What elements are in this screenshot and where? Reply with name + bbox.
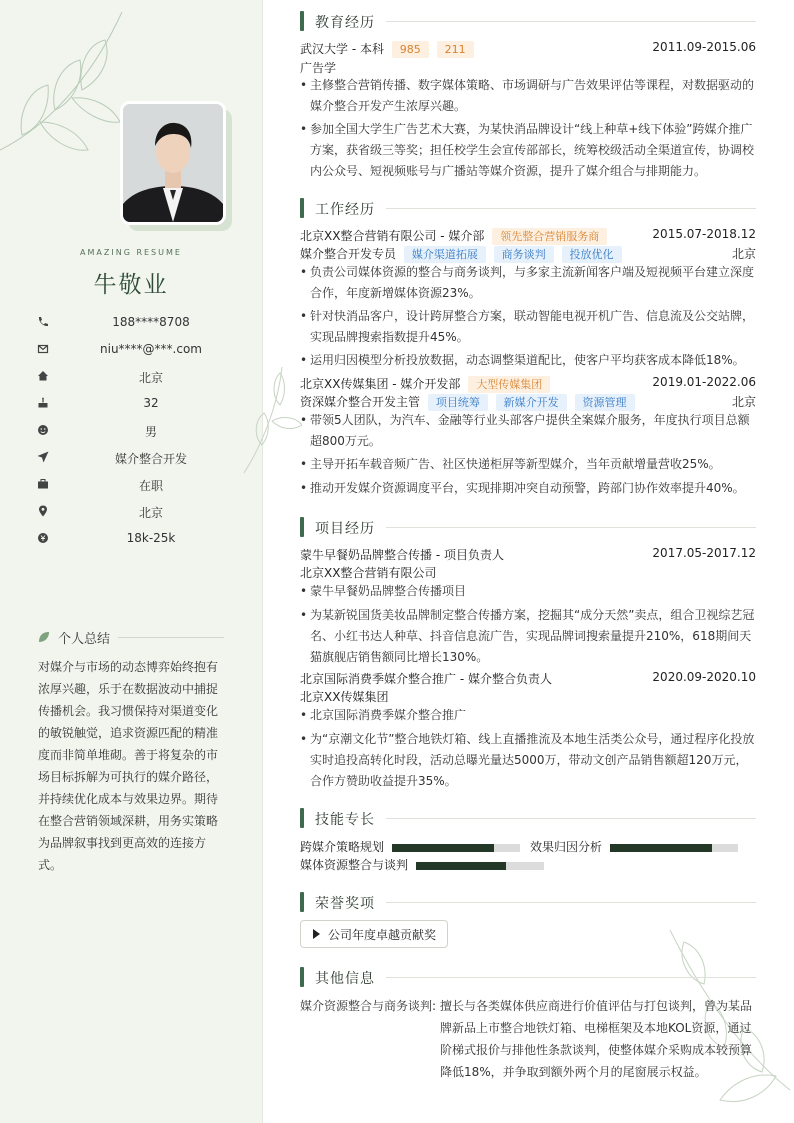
leaf-decoration-icon [242, 365, 302, 475]
job-date: 2015.07-2018.12 [652, 227, 756, 241]
project-header [300, 670, 756, 688]
skill-tag: 资源管理 [575, 394, 635, 411]
section-title: 项目经历 [315, 521, 375, 537]
company-tag: 大型传媒集团 [468, 376, 550, 393]
cake-icon [36, 396, 50, 410]
job-target-value: 媒介整合开发 [114, 452, 187, 466]
position: 资深媒介整合开发主管 [300, 395, 421, 409]
bullet-text: 负责公司媒体资源的整合与商务谈判，与多家主流新闻客户端及短视频平台建立深度合作，年度新增媒体资源23%。 [310, 265, 755, 300]
gender-value: 男 [144, 425, 157, 439]
status-value: 在职 [138, 479, 163, 493]
bullet-text: 针对快消品客户，设计跨屏整合方案，联动智能电视开机广告、信息流及公交站牌，实现品牌搜索指数提升45%。 [310, 309, 755, 344]
skill-name: 效果归因分析 [530, 840, 603, 854]
section-marker [300, 11, 304, 31]
skill-tag: 商务谈判 [494, 246, 554, 263]
project-org: 北京XX整合营销有限公司 [300, 566, 437, 580]
salary-icon [36, 531, 50, 545]
company-tag: 领先整合营销服务商 [492, 228, 607, 245]
section-other [300, 967, 756, 987]
bullet-text: 北京国际消费季媒介整合推广 [310, 708, 467, 722]
info-home [36, 367, 236, 387]
bullet-text: 参加全国大学生广告艺术大赛，为某快消品牌设计“线上种草+线下体验”跨媒介推广方案，获省级三等奖；担任校学生会宣传部部长，统筹校级活动全渠道宣传，协调校内公众号、短视频账号与广播站等媒介资源，提升了媒介组合与排期能力。 [310, 122, 755, 178]
bullet-text: 带领5人团队，为汽车、金融等行业头部客户提供全案媒介服务，年度执行项目总额超800万元。 [310, 413, 750, 448]
bullet-text: 蒙牛早餐奶品牌整合传播项目 [310, 584, 467, 598]
summary-divider [118, 637, 224, 638]
education-date: 2011.09-2015.06 [652, 40, 756, 54]
skill-name: 跨媒介策略规划 [300, 840, 385, 854]
skill-tag: 新媒介开发 [496, 394, 567, 411]
skill-bar [416, 862, 544, 870]
info-status [36, 475, 236, 495]
award-badge [300, 920, 448, 948]
section-marker [300, 967, 304, 987]
bullet-text: 为某新锐国货美妆品牌制定整合传播方案，挖掘其“成分天然”卖点，组合卫视综艺冠名、小红书达人种草、抖音信息流广告，实现品牌词搜索量提升210%，618期间天猫旗舰店销售额同比增长130%。 [310, 608, 755, 664]
play-triangle-icon [313, 929, 320, 939]
skill-tag: 投放优化 [562, 246, 622, 263]
section-divider [386, 527, 756, 528]
list-item: • 北京国际消费季媒介整合推广 [300, 705, 756, 726]
section-title: 荣誉奖项 [315, 896, 375, 912]
skill-level [416, 862, 506, 870]
info-email [36, 340, 236, 360]
list-item: • 主修整合营销传播、数字媒体策略、市场调研与广告效果评估等课程，对数据驱动的媒介整合开发产生浓厚兴趣。 [300, 75, 756, 117]
project-org: 北京XX传媒集团 [300, 690, 389, 704]
section-projects [300, 517, 756, 537]
list-item: • 针对快消品客户，设计跨屏整合方案，联动智能电视开机广告、信息流及公交站牌，实现品牌搜索指数提升45%。 [300, 306, 756, 348]
avatar-frame [120, 101, 224, 223]
skill-bar [392, 844, 520, 852]
location-pin-icon [36, 504, 50, 518]
other-value: 擅长与各类媒体供应商进行价值评估与打包谈判，曾为某品牌新品上市整合地铁灯箱、电梯框架及本地KOL资源，通过阶梯式报价与排他性条款谈判，使整体媒介采购成本较预算降低18%，并争取到额外两个月的尾窗展示权益。 [440, 999, 753, 1079]
project-org-row [300, 688, 756, 706]
job-header [300, 227, 756, 245]
section-divider [386, 21, 756, 22]
info-salary [36, 529, 236, 549]
home-icon [36, 369, 50, 383]
sidebar [0, 0, 263, 1123]
list-item: • 运用归因模型分析投放数据，动态调整渠道配比，使客户平均获客成本降低18%。 [300, 350, 756, 371]
job-header [300, 375, 756, 393]
bullet-text: 主导开拓车载音频广告、社区快递柜屏等新型媒介，当年贡献增量营收25%。 [310, 457, 721, 471]
section-divider [386, 818, 756, 819]
section-title: 教育经历 [315, 15, 375, 31]
portrait-image [123, 104, 223, 222]
project-org-row [300, 564, 756, 582]
section-title: 技能专长 [315, 812, 375, 828]
skill-tag: 媒介渠道拓展 [404, 246, 486, 263]
phone-value: 188****8708 [112, 315, 190, 329]
school-tag: 985 [392, 41, 429, 58]
person-name: 牛敬业 [93, 272, 169, 298]
summary-title: 个人总结 [58, 632, 111, 647]
school-tag: 211 [437, 41, 474, 58]
project-header [300, 546, 756, 564]
list-item: • 参加全国大学生广告艺术大赛，为某快消品牌设计“线上种草+线下体验”跨媒介推广方案，获省级三等奖；担任校学生会宣传部部长，统筹校级活动全渠道宣传，协调校内公众号、短视频账号与广播站等媒介资源，提升了媒介组合与排期能力。 [300, 119, 756, 182]
job-city: 北京 [731, 247, 756, 261]
section-divider [386, 977, 756, 978]
major: 广告学 [300, 61, 337, 75]
location-value: 北京 [138, 506, 163, 520]
skill-level [392, 844, 494, 852]
summary-heading [38, 628, 226, 646]
leaf-icon [38, 631, 50, 643]
salary-value: 18k-25k [126, 531, 176, 545]
section-skills [300, 808, 756, 828]
info-location [36, 502, 236, 522]
list-item: • 主导开拓车载音频广告、社区快递柜屏等新型媒介，当年贡献增量营收25%。 [300, 454, 756, 475]
skill-item [300, 838, 520, 856]
job-date: 2019.01-2022.06 [652, 375, 756, 389]
job-city: 北京 [731, 395, 756, 409]
education-header [300, 40, 756, 58]
project-date: 2017.05-2017.12 [652, 546, 756, 560]
job-position-row [300, 245, 756, 263]
bullet-text: 主修整合营销传播、数字媒体策略、市场调研与广告效果评估等课程，对数据驱动的媒介整合开发产生浓厚兴趣。 [310, 78, 755, 113]
skill-item [530, 838, 750, 856]
section-marker [300, 517, 304, 537]
email-value: niu****@***.com [100, 342, 202, 356]
school-name: 武汉大学 - 本科 [300, 42, 384, 56]
company-name: 北京XX整合营销有限公司 - 媒介部 [300, 229, 485, 243]
info-gender [36, 421, 236, 441]
phone-icon [36, 315, 50, 329]
bullet-text: 为“京潮文化节”整合地铁灯箱、线上直播推流及本地生活类公众号，通过程序化投放实时追投高转化时段，活动总曝光量达5000万，带动文创产品销售额超120万元，合作方赞助收益提升35%。 [310, 732, 755, 788]
list-item: • 为某新锐国货美妆品牌制定整合传播方案，挖掘其“成分天然”卖点，组合卫视综艺冠名、小红书达人种草、抖音信息流广告，实现品牌词搜索量提升210%，618期间天猫旗舰店销售额同比增长130%。 [300, 605, 756, 668]
list-item: • 为“京潮文化节”整合地铁灯箱、线上直播推流及本地生活类公众号，通过程序化投放实时追投高转化时段，活动总曝光量达5000万，带动文创产品销售额超120万元，合作方赞助收益提升35%。 [300, 729, 756, 792]
skill-level [610, 844, 712, 852]
section-divider [386, 902, 756, 903]
award-name: 公司年度卓越贡献奖 [328, 928, 437, 942]
leaf-decoration-icon [0, 10, 130, 180]
age-value: 32 [143, 396, 159, 410]
section-honors [300, 892, 756, 912]
section-education [300, 11, 756, 31]
job-position-row [300, 393, 756, 411]
skill-item [300, 856, 550, 874]
bullet-text: 推动开发媒介资源调度平台，实现排期冲突自动预警，跨部门协作效率提升40%。 [310, 481, 745, 495]
list-item: • 蒙牛早餐奶品牌整合传播项目 [300, 581, 756, 602]
project-date: 2020.09-2020.10 [652, 670, 756, 684]
send-icon [36, 450, 50, 464]
mail-icon [36, 342, 50, 356]
skill-tag: 项目统筹 [428, 394, 488, 411]
other-label: 媒介资源整合与商务谈判: [300, 999, 437, 1013]
avatar [120, 101, 226, 225]
section-title: 其他信息 [315, 971, 375, 987]
list-item: • 负责公司媒体资源的整合与商务谈判，与多家主流新闻客户端及短视频平台建立深度合作，年度新增媒体资源23%。 [300, 262, 756, 304]
gender-icon [36, 423, 50, 437]
tagline: AMAZING RESUME [80, 248, 182, 257]
info-job-target [36, 448, 236, 468]
section-marker [300, 198, 304, 218]
section-marker [300, 892, 304, 912]
section-work [300, 198, 756, 218]
position: 媒介整合开发专员 [300, 247, 397, 261]
section-divider [386, 208, 756, 209]
summary-text: 对媒介与市场的动态博弈始终抱有浓厚兴趣，乐于在数据波动中捕捉传播机会。我习惯保持对渠道变化的敏锐触觉，追求资源匹配的精准度而非简单堆砌。善于将复杂的市场目标拆解为可执行的媒介路径，并持续优化成本与效果边界。期待在整合营销领域深耕，用务实策略为品牌叙事找到更高效的连接方式。 [38, 660, 219, 872]
project-name: 北京国际消费季媒介整合推广 - 媒介整合负责人 [300, 672, 552, 686]
briefcase-icon [36, 477, 50, 491]
section-title: 工作经历 [315, 202, 375, 218]
info-phone [36, 313, 236, 333]
bullet-text: 运用归因模型分析投放数据，动态调整渠道配比，使客户平均获客成本降低18%。 [310, 353, 745, 367]
skill-name: 媒体资源整合与谈判 [300, 858, 409, 872]
home-value: 北京 [138, 371, 163, 385]
project-name: 蒙牛早餐奶品牌整合传播 - 项目负责人 [300, 548, 504, 562]
skill-bar [610, 844, 738, 852]
list-item: • 推动开发媒介资源调度平台，实现排期冲突自动预警，跨部门协作效率提升40%。 [300, 478, 756, 499]
info-age [36, 394, 236, 414]
section-marker [300, 808, 304, 828]
company-name: 北京XX传媒集团 - 媒介开发部 [300, 377, 461, 391]
list-item: • 带领5人团队，为汽车、金融等行业头部客户提供全案媒介服务，年度执行项目总额超800万元。 [300, 410, 756, 452]
